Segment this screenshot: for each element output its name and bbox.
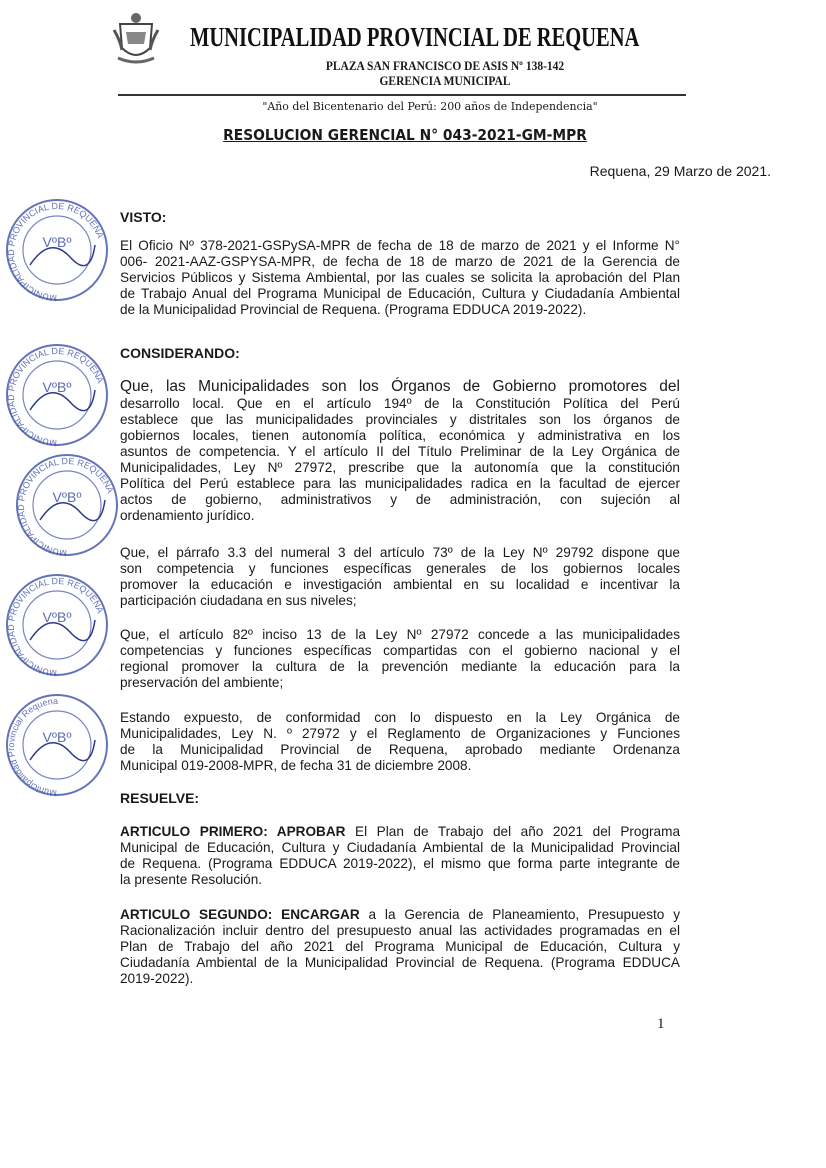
article-line: Plan de Trabajo del año 2021 del Programa Municipal de Educación, Cultura y <box>120 939 680 954</box>
stamp-center-text: VºBº <box>42 609 72 625</box>
paragraph-line: Estando expuesto, de conformidad con lo dispuesto en la Ley Orgánica de <box>120 710 680 725</box>
stamp-ring-text: MUNICIPALIDAD PROVINCIAL DE REQUENA <box>6 200 106 304</box>
paragraph-line: establece que las municipalidades provinciales y distritales son los órganos de <box>120 412 680 427</box>
section-considerando: CONSIDERANDO: <box>120 345 240 361</box>
article-label: ARTICULO PRIMERO: APROBAR <box>120 824 346 839</box>
paragraph-line: de la Municipalidad Provincial de Requena. (Programa EDDUCA 2019-2022). <box>120 302 587 317</box>
paragraph-line: Política del Perú establece para las municipalidades radica en la facultad de ejercer <box>120 476 680 491</box>
article-line: Racionalización incluir dentro del presupuesto anual las actividades programadas en el <box>120 923 680 938</box>
article-label: ARTICULO SEGUNDO: ENCARGAR <box>120 907 360 922</box>
article-line <box>120 907 680 923</box>
paragraph-line: promover la educación e investigación ambiental en su localidad e incentivar la <box>120 577 680 592</box>
article-segundo <box>120 907 680 987</box>
article-line: Municipal de Educación, Cultura y Ciudadanía Ambiental de la Municipalidad Provincial <box>120 840 680 855</box>
paragraph-line: Que, el artículo 82º inciso 13 de la Ley Nº 27972 concede a las municipalidades <box>120 627 680 642</box>
paragraph-line: Municipal 019-2008-MPR, de fecha 31 de diciembre 2008. <box>120 758 472 773</box>
resolution-title: RESOLUCION GERENCIAL N° 043-2021-GM-MPR <box>223 126 587 144</box>
paragraph-line: de Trabajo Anual del Programa Municipal de Educación, Cultura y Ciudadanía Ambiental <box>120 286 680 301</box>
paragraph-line: Que, las Municipalidades son los Órganos de Gobierno promotores del <box>120 378 680 395</box>
paragraph-line: gobiernos locales, tienen autonomía política, económica y administrativa en los <box>120 428 680 443</box>
paragraph-visto <box>120 238 680 318</box>
paragraph-line: Municipalidades, Ley N. º 27972 y el Reglamento de Organizaciones y Funciones <box>120 726 680 741</box>
section-resuelve: RESUELVE: <box>120 790 200 806</box>
paragraph-line: preservación del ambiente; <box>120 675 284 690</box>
paragraph-line: ordenamiento jurídico. <box>120 508 255 523</box>
stamp-ring-text: MUNICIPALIDAD PROVINCIAL DE REQUENA <box>6 345 106 449</box>
article-line <box>120 824 680 840</box>
document-date: Requena, 29 Marzo de 2021. <box>589 163 771 179</box>
article-line: la presente Resolución. <box>120 872 263 887</box>
article-line: Ciudadanía Ambiental de la Municipalidad Provincial de Requena. (Programa EDDUCA <box>120 955 680 970</box>
header-divider <box>118 94 686 96</box>
paragraph-line: regional promover la cultura de la prevención mediante la educación para la <box>120 659 680 674</box>
article-text: a la Gerencia de Planeamiento, Presupuesto y <box>359 907 680 922</box>
article-line: de Requena. (Programa EDDUCA 2019-2022), el mismo que forma parte integrante de <box>120 856 680 871</box>
stamp-ring-text: Municipalidad Provincial Requena <box>5 695 59 799</box>
institution-office: GERENCIA MUNICIPAL <box>379 74 511 88</box>
article-line: 2019-2022). <box>120 971 194 986</box>
approval-stamp <box>0 195 115 310</box>
paragraph-line: competencias y funciones específicas compartidas con el gobierno nacional y el <box>120 643 680 658</box>
page-number: 1 <box>657 1016 665 1032</box>
paragraph-considerando-1 <box>120 377 680 524</box>
paragraph-line: Municipalidades, Ley Nº 27972, prescribe que la autonomía que la constitución <box>120 460 680 475</box>
paragraph-line: de la Municipalidad Provincial de Requena, aprobado mediante Ordenanza <box>120 742 680 757</box>
paragraph-line: El Oficio Nº 378-2021-GSPySA-MPR de fecha de 18 de marzo de 2021 y el Informe N° <box>120 238 680 253</box>
paragraph-line: actos de gobierno, administrativos y de administración, con sujeción al <box>120 492 680 507</box>
paragraph-considerando-3 <box>120 627 680 691</box>
article-text: El Plan de Trabajo del año 2021 del Programa <box>345 824 680 839</box>
paragraph-line: son competencia y funciones específicas generales de los gobiernos locales <box>120 561 680 576</box>
approval-stamp <box>0 570 115 685</box>
stamp-ring-text: MUNICIPALIDAD PROVINCIAL DE REQUENA <box>16 455 116 559</box>
approval-stamp <box>0 340 115 455</box>
stamp-center-text: VºBº <box>42 379 72 395</box>
paragraph-line: desarrollo local. Que en el artículo 194º de la Constitución Política del Perú <box>120 396 680 411</box>
approval-stamp <box>10 450 125 570</box>
article-primero <box>120 824 680 888</box>
stamp-ring-text: MUNICIPALIDAD PROVINCIAL DE REQUENA <box>6 575 106 679</box>
stamp-center-text: VºBº <box>42 729 72 745</box>
paragraph-line: 006- 2021-AAZ-GSPYSA-MPR, de fecha de 18 de marzo de 2021 de la Gerencia de <box>120 254 680 269</box>
stamp-center-text: VºBº <box>52 489 82 505</box>
paragraph-line: asuntos de competencia. Y el artículo II del Título Preliminar de la Ley Orgánica de <box>120 444 680 459</box>
institution-address: PLAZA SAN FRANCISCO DE ASIS Nº 138-142 <box>325 59 565 73</box>
paragraph-considerando-2 <box>120 545 680 609</box>
approval-stamp <box>0 690 115 810</box>
section-visto: VISTO: <box>120 209 167 225</box>
stamp-center-text: VºBº <box>42 234 72 250</box>
paragraph-line: Que, el párrafo 3.3 del numeral 3 del artículo 73º de la Ley Nº 29792 dispone que <box>120 545 680 560</box>
year-motto: "Año del Bicentenario del Perú: 200 años de Independencia" <box>262 99 598 113</box>
paragraph-line: Servicios Públicos y Sistema Ambiental, por las cuales se solicita la aprobación del Plan <box>120 270 680 285</box>
paragraph-considerando-4 <box>120 710 680 774</box>
paragraph-line: participación ciudadana en sus niveles; <box>120 593 357 608</box>
institution-title: MUNICIPALIDAD PROVINCIAL DE REQUENA <box>190 22 640 52</box>
